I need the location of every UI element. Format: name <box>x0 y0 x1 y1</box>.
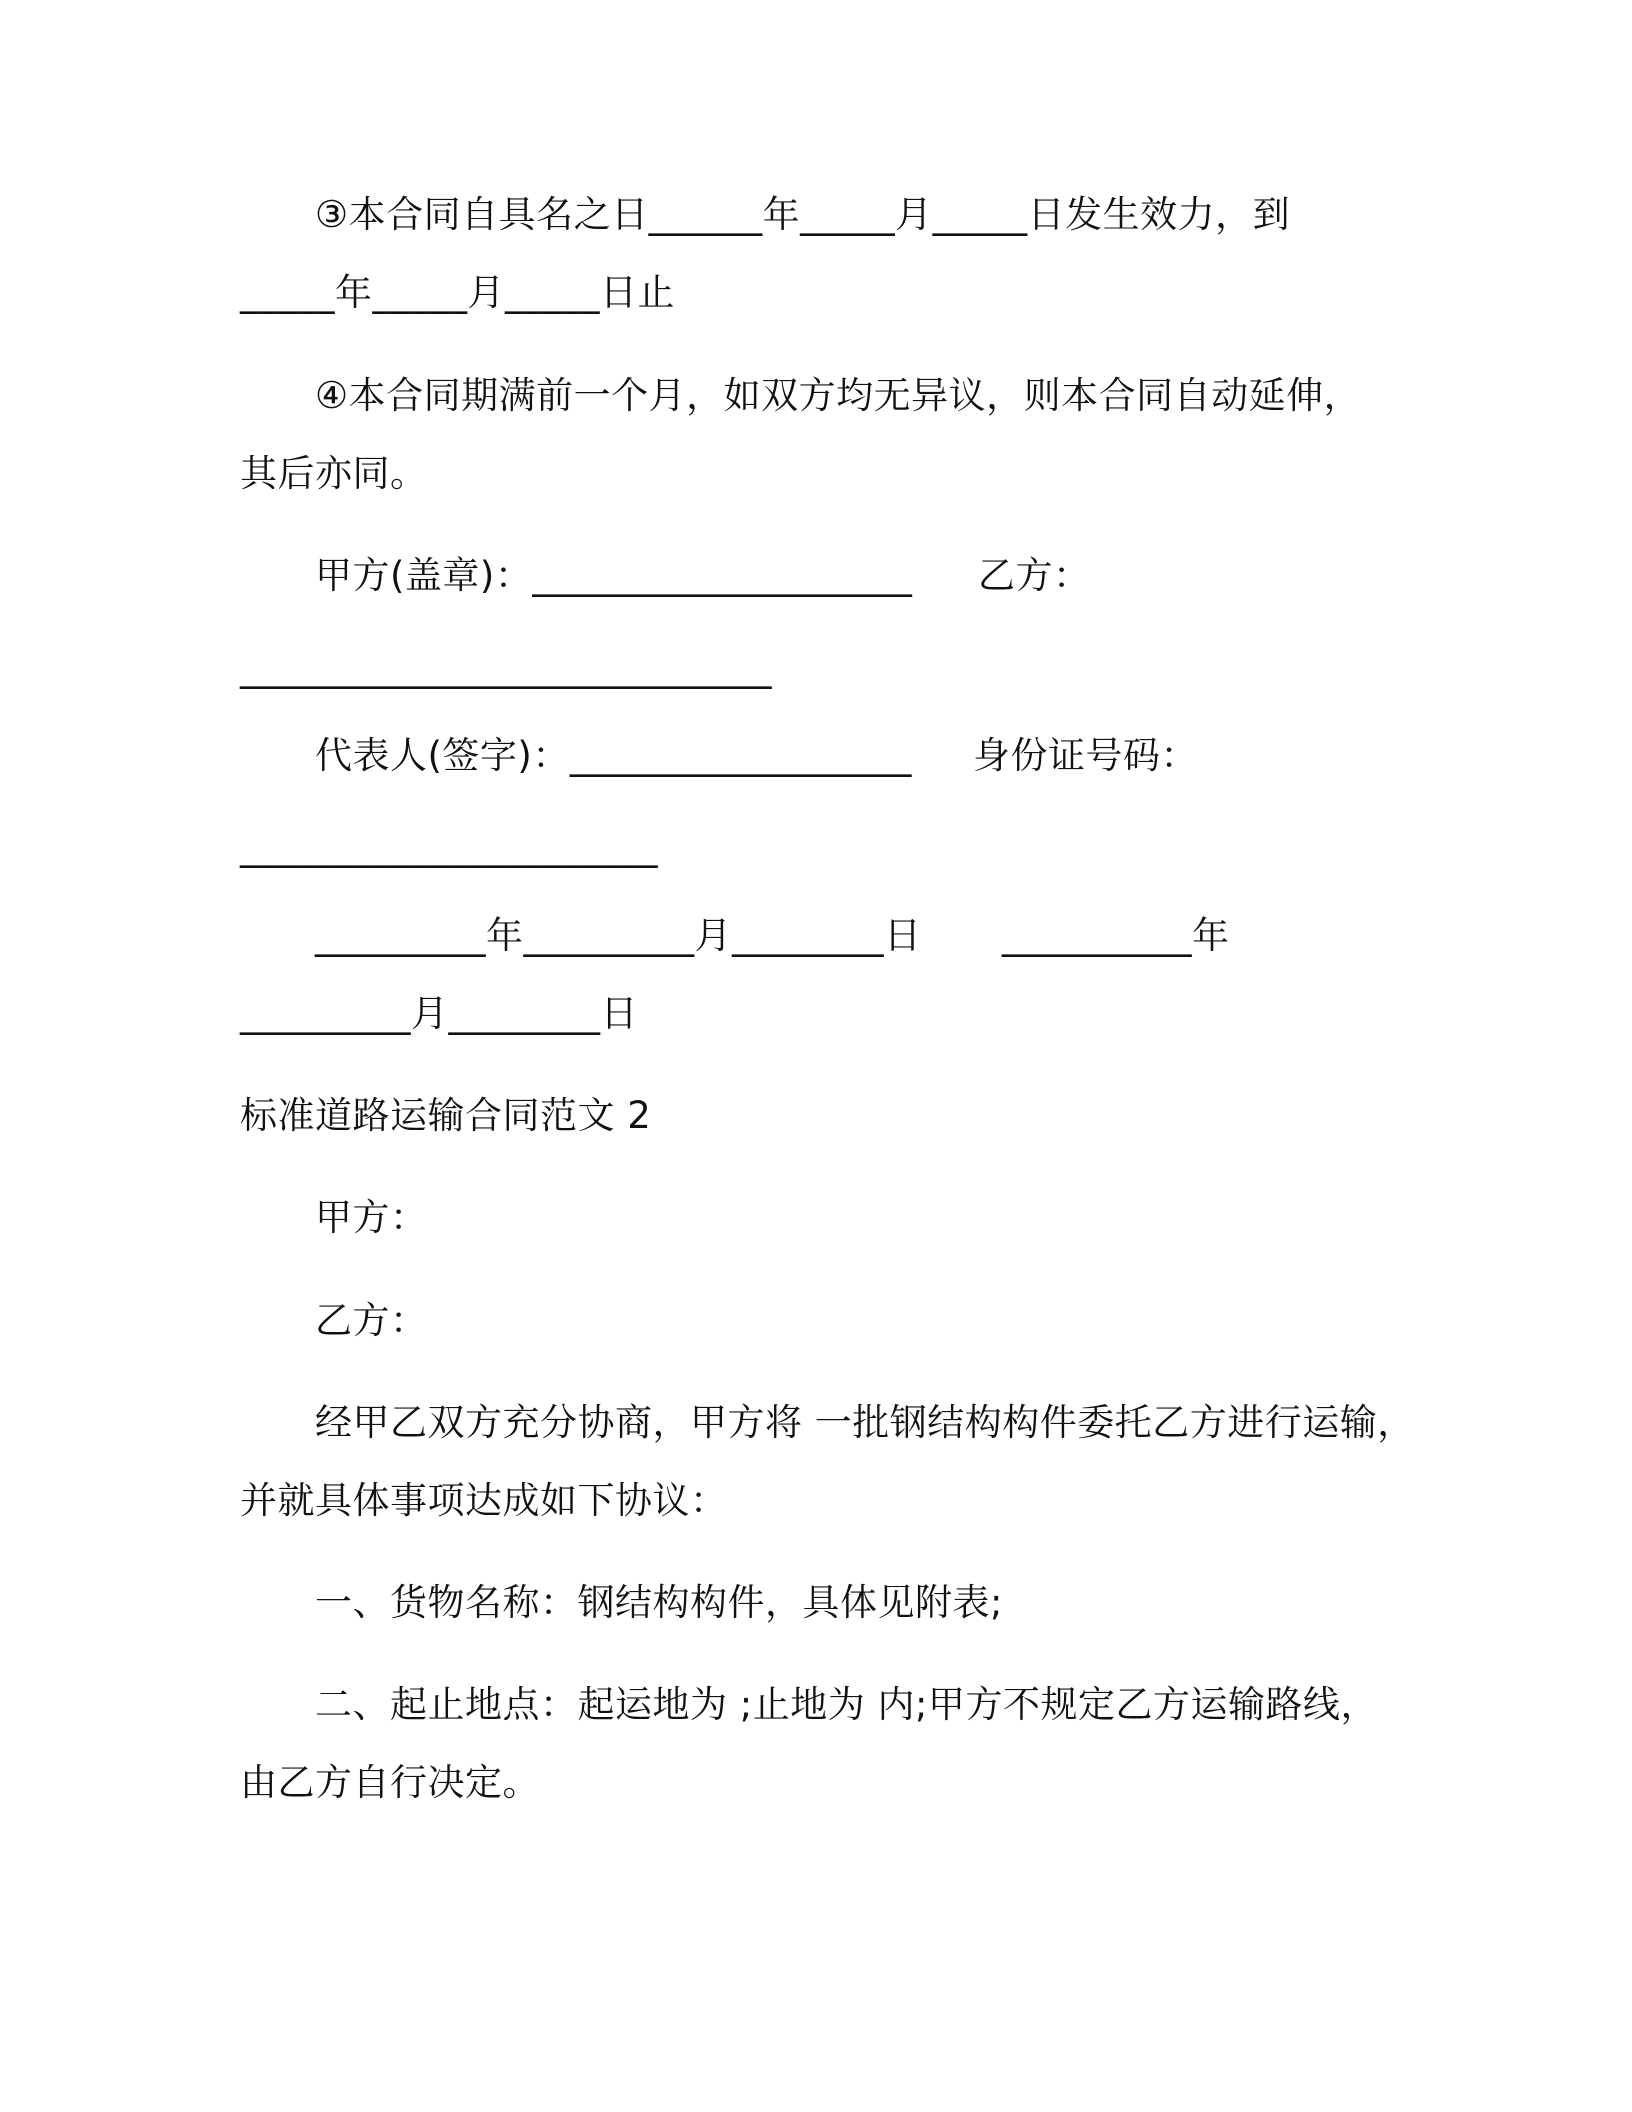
intro-paragraph-line-2: 并就具体事项达成如下协议： <box>240 1479 728 1522</box>
item-1-goods-name: 一、货物名称：钢结构构件，具体见附表; <box>315 1581 1003 1624</box>
id-number-line: ______________________ <box>240 825 658 868</box>
party-b-signature-line: ____________________________ <box>240 646 772 689</box>
clause-3-line-2: _____年_____月_____日止 <box>240 271 675 314</box>
party-b-label: 乙方： <box>315 1299 428 1342</box>
date-field-party-a: _________年_________月________日 <box>315 914 922 957</box>
party-b-label-signature: 乙方： <box>978 554 1091 597</box>
clause-4-line-1: ④本合同期满前一个月，如双方均无异议，则本合同自动延伸， <box>315 374 1362 417</box>
clause-3-line-1: ③本合同自具名之日______年_____月_____日发生效力，到 <box>315 193 1291 236</box>
section-heading-contract-2: 标准道路运输合同范文 2 <box>240 1094 652 1137</box>
date-field-party-b-month-day: _________月________日 <box>240 992 638 1035</box>
item-2-line-1: 二、起止地点：起运地为 ;止地为 内;甲方不规定乙方运输路线， <box>315 1683 1378 1726</box>
item-2-line-2: 由乙方自行决定。 <box>240 1761 540 1804</box>
representative-signature-field: 代表人(签字)：__________________ <box>315 734 912 777</box>
intro-paragraph-line-1: 经甲乙双方充分协商，甲方将 一批钢结构构件委托乙方进行运输， <box>315 1401 1415 1444</box>
clause-4-line-2: 其后亦同。 <box>240 452 428 495</box>
party-a-label: 甲方： <box>315 1196 428 1239</box>
party-a-seal-field: 甲方(盖章)：____________________ <box>315 554 913 597</box>
id-number-label: 身份证号码： <box>973 734 1198 777</box>
date-field-party-b-year: __________年 <box>1002 914 1230 957</box>
